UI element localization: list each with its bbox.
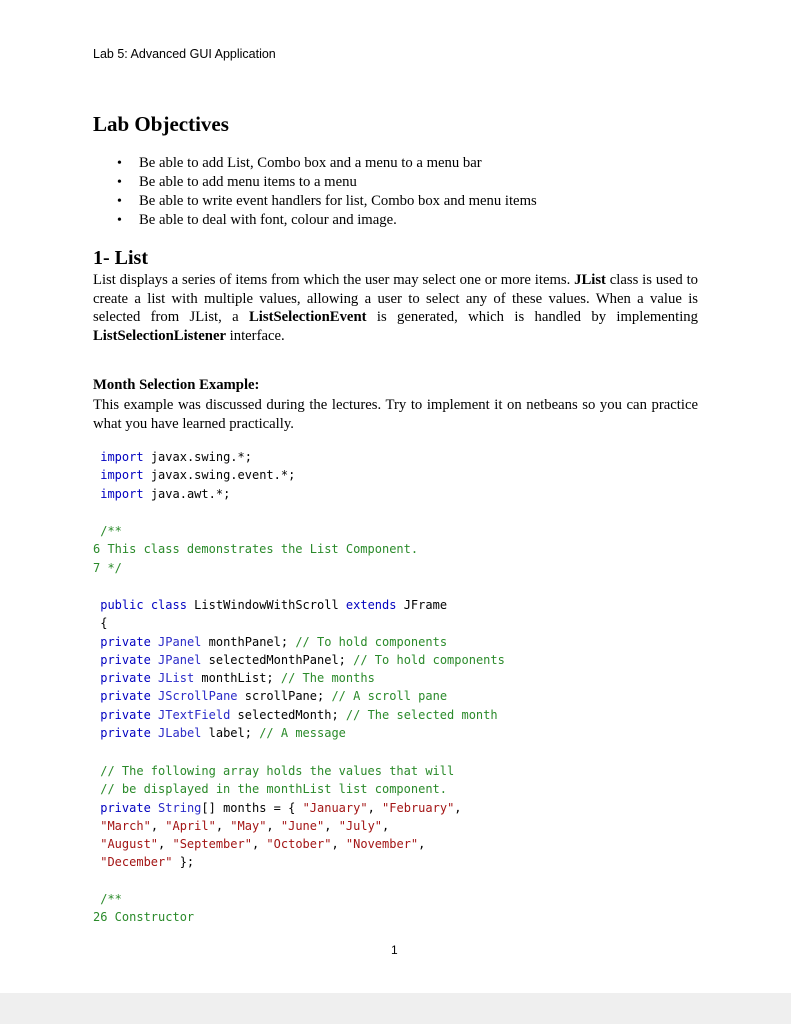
objectives-list xyxy=(93,154,713,230)
example-description: This example was discussed during the lectures. Try to implement it on netbeans so you can practice what you have learned practically. xyxy=(93,397,698,432)
page-header: Lab 5: Advanced GUI Application xyxy=(93,47,276,61)
objectives-heading: Lab Objectives xyxy=(93,112,229,136)
code-class-declaration: public class ListWindowWithScroll extends JFrame { private JPanel monthPanel; // To hold components private JPanel selectedMonthPanel; // To hold components private JList monthList; // The months private JScrollPane scrollPane; // A scroll pane private JTextField selectedMonth; // The selected month private JLabel label; // A message xyxy=(93,598,505,741)
code-constructor-comment: /** 26 Constructor xyxy=(93,892,195,925)
list-item: • Be able to add List, Combo box and a menu to a menu bar xyxy=(93,154,713,173)
code-imports: import javax.swing.*; import javax.swing.event.*; import java.awt.*; xyxy=(100,450,296,501)
example-heading: Month Selection Example: xyxy=(93,377,260,393)
code-months-array: // The following array holds the values that will // be displayed in the monthList list component. private String[] months = { "January", "February", "March", "April", "May", "June", "July", "August", "September", "October", "November", "December" }; xyxy=(93,764,462,870)
list-item: • Be able to deal with font, colour and image. xyxy=(93,211,713,230)
list-item: • Be able to add menu items to a menu xyxy=(93,173,713,192)
code-doc-comment: /** 6 This class demonstrates the List Component. 7 */ xyxy=(93,524,419,575)
list-item: • Be able to write event handlers for list, Combo box and menu items xyxy=(93,192,713,211)
list-description-paragraph: List displays a series of items from which the user may select one or more items. JList class is used to create a list with multiple values, allowing a user to select any of these values. When a value is selected from JList, a ListSelectionEvent is generated, which is handled by implementing ListSelectionListener interface. xyxy=(93,272,698,344)
section-heading-list: 1- List xyxy=(93,247,148,269)
page-number: 1 xyxy=(391,943,398,957)
